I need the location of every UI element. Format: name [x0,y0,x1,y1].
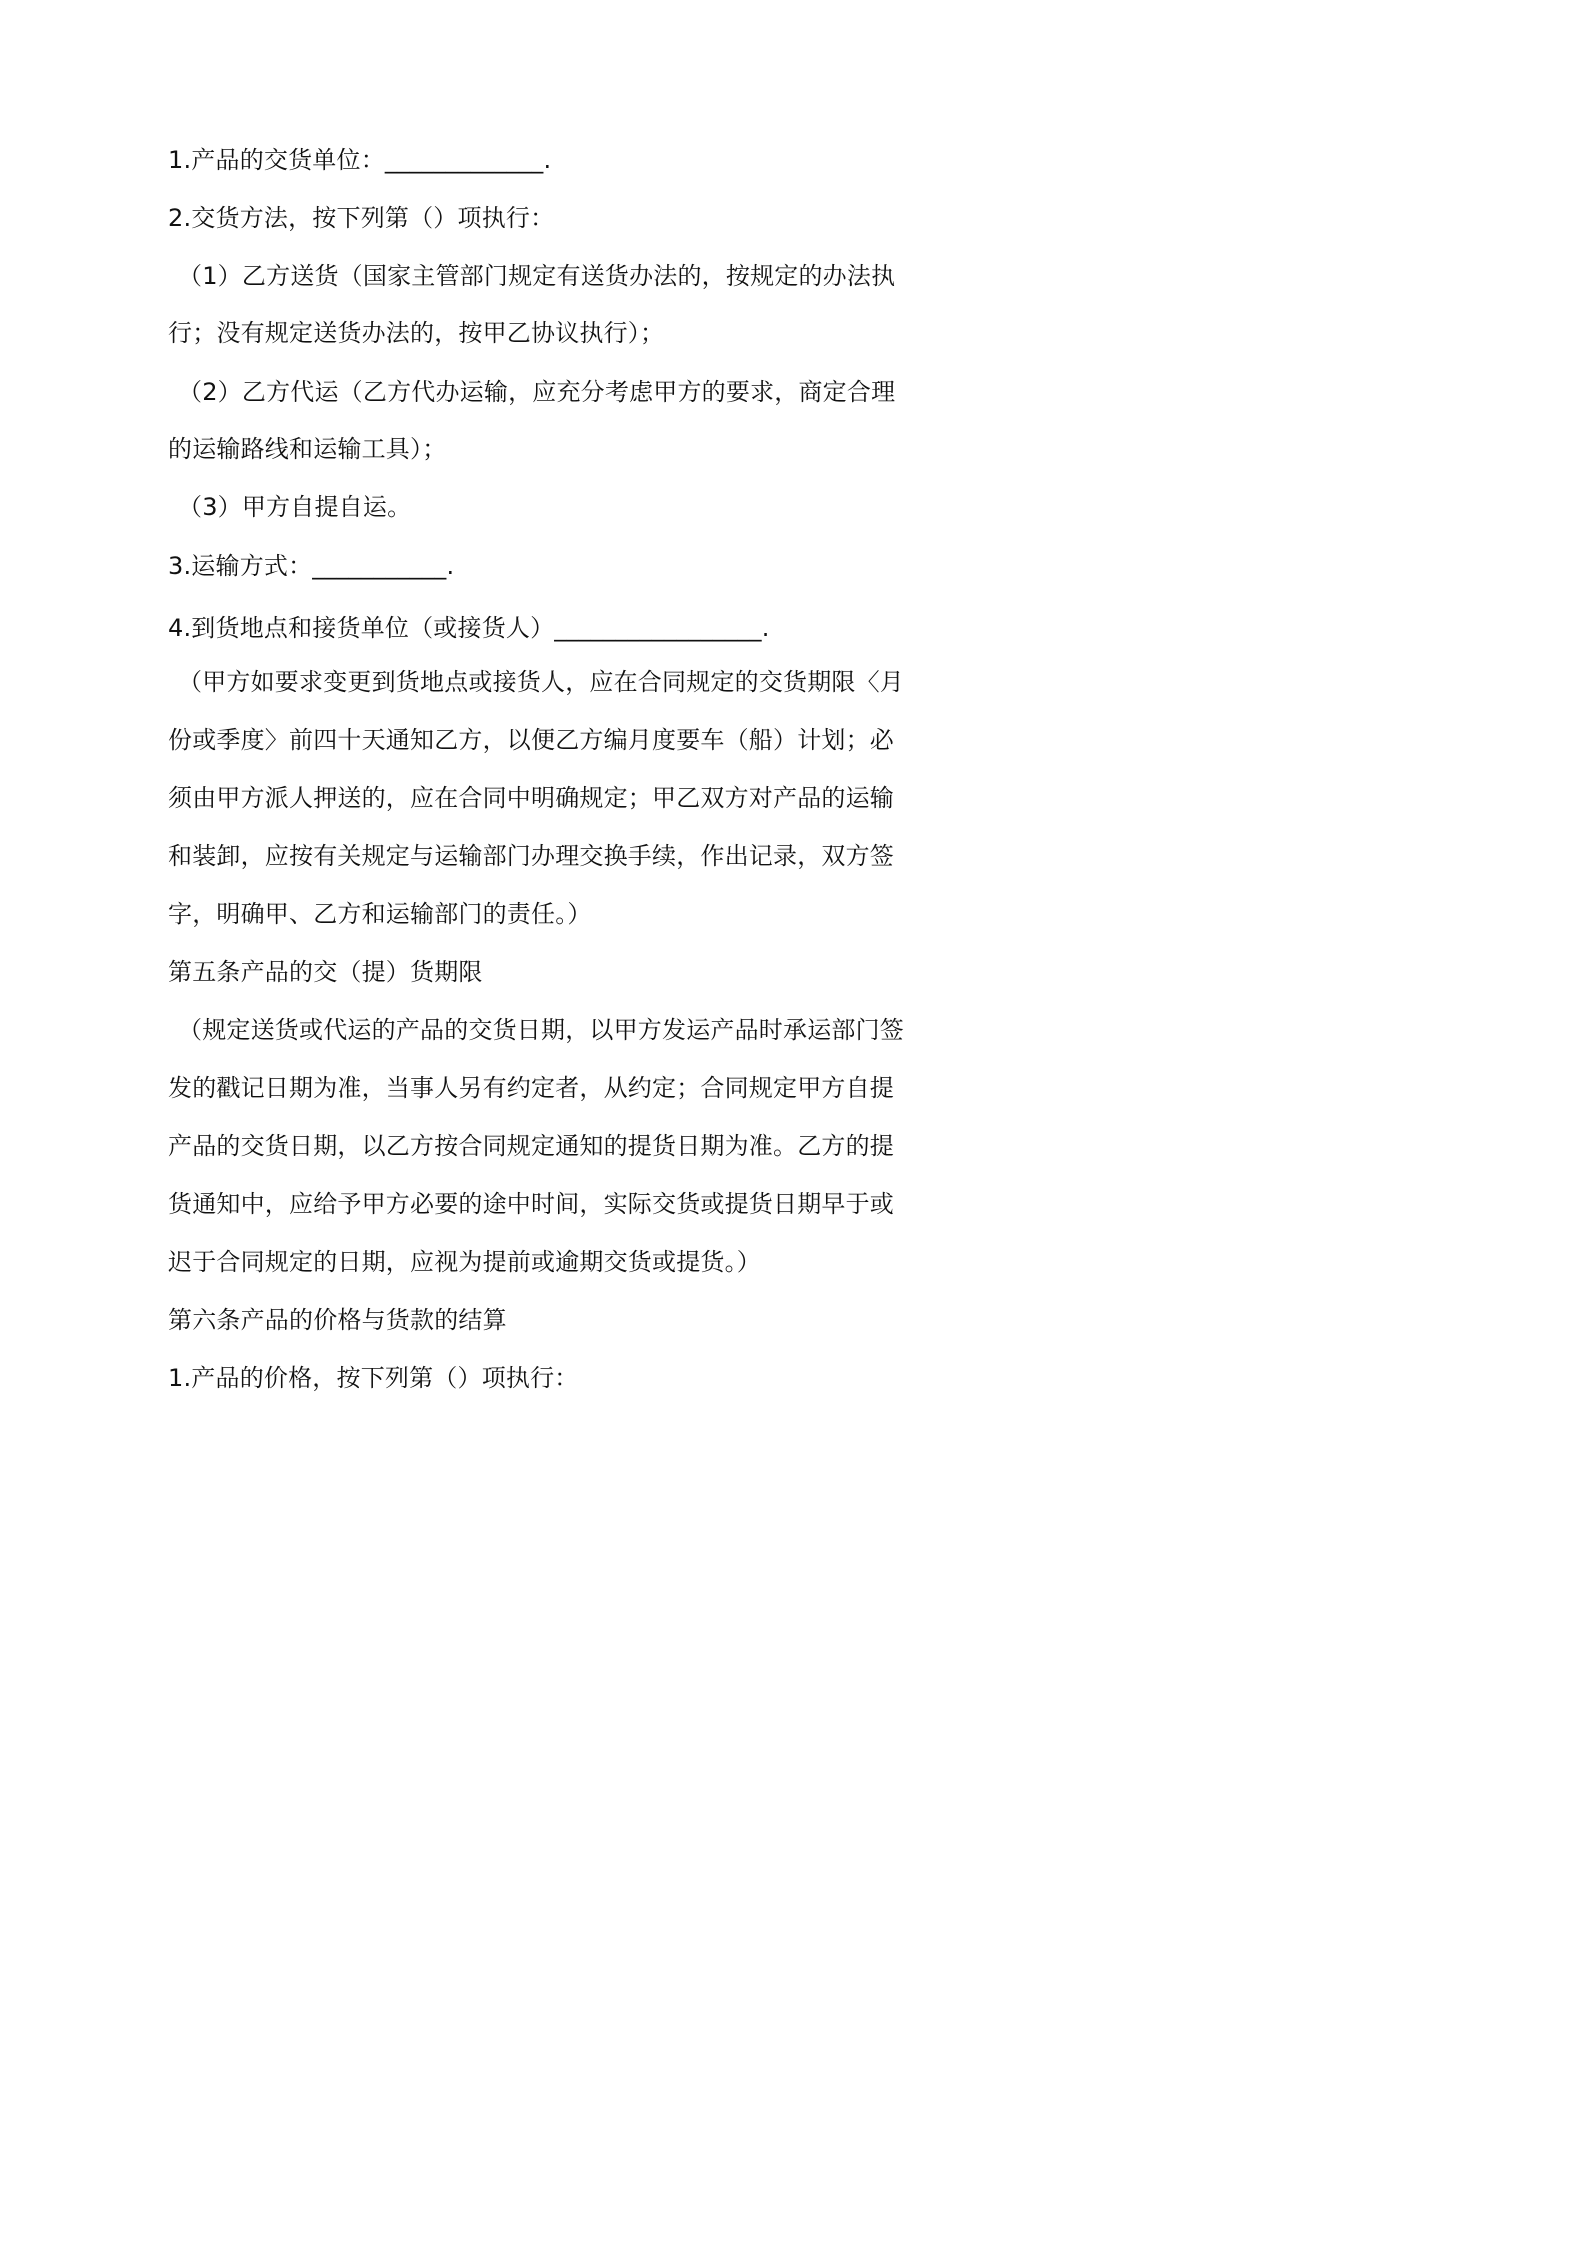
heading-article-6: 第六条产品的价格与货款的结算 [168,1306,507,1334]
line-paragraph-1: （甲方如要求变更到货地点或接货人，应在合同规定的交货期限〈月 [178,668,904,696]
line-option-1-cont: 行；没有规定送货办法的，按甲乙协议执行）； [168,319,665,347]
line-paragraph-10: 迟于合同规定的日期，应视为提前或逾期交货或提货。） [168,1248,761,1276]
line-delivery-method: 2.交货方法，按下列第（）项执行： [168,204,555,232]
line-paragraph-4: 和装卸，应按有关规定与运输部门办理交换手续，作出记录，双方签 [168,842,894,870]
line-option-2-cont: 的运输路线和运输工具）； [168,435,447,463]
line-option-3: （3）甲方自提自运。 [178,493,412,521]
line-delivery-unit: 1.产品的交货单位：_____________. [168,146,552,174]
line-transport-mode: 3.运输方式：___________. [168,552,455,580]
line-paragraph-6: （规定送货或代运的产品的交货日期，以甲方发运产品时承运部门签 [178,1016,904,1044]
line-option-2: （2）乙方代运（乙方代办运输，应充分考虑甲方的要求，商定合理 [178,378,896,406]
line-paragraph-8: 产品的交货日期，以乙方按合同规定通知的提货日期为准。乙方的提 [168,1132,894,1160]
line-price: 1.产品的价格，按下列第（）项执行： [168,1364,579,1392]
document-page [0,0,1100,1556]
line-paragraph-9: 货通知中，应给予甲方必要的途中时间，实际交货或提货日期早于或 [168,1190,894,1218]
line-option-1: （1）乙方送货（国家主管部门规定有送货办法的，按规定的办法执 [178,262,896,290]
line-paragraph-3: 须由甲方派人押送的，应在合同中明确规定；甲乙双方对产品的运输 [168,784,894,812]
line-paragraph-7: 发的戳记日期为准，当事人另有约定者，从约定；合同规定甲方自提 [168,1074,894,1102]
line-paragraph-2: 份或季度〉前四十天通知乙方，以便乙方编月度要车（船）计划；必 [168,726,894,754]
heading-article-5: 第五条产品的交（提）货期限 [168,958,483,986]
line-destination: 4.到货地点和接货单位（或接货人）_________________. [168,614,770,642]
line-paragraph-5: 字，明确甲、乙方和运输部门的责任。） [168,900,592,928]
